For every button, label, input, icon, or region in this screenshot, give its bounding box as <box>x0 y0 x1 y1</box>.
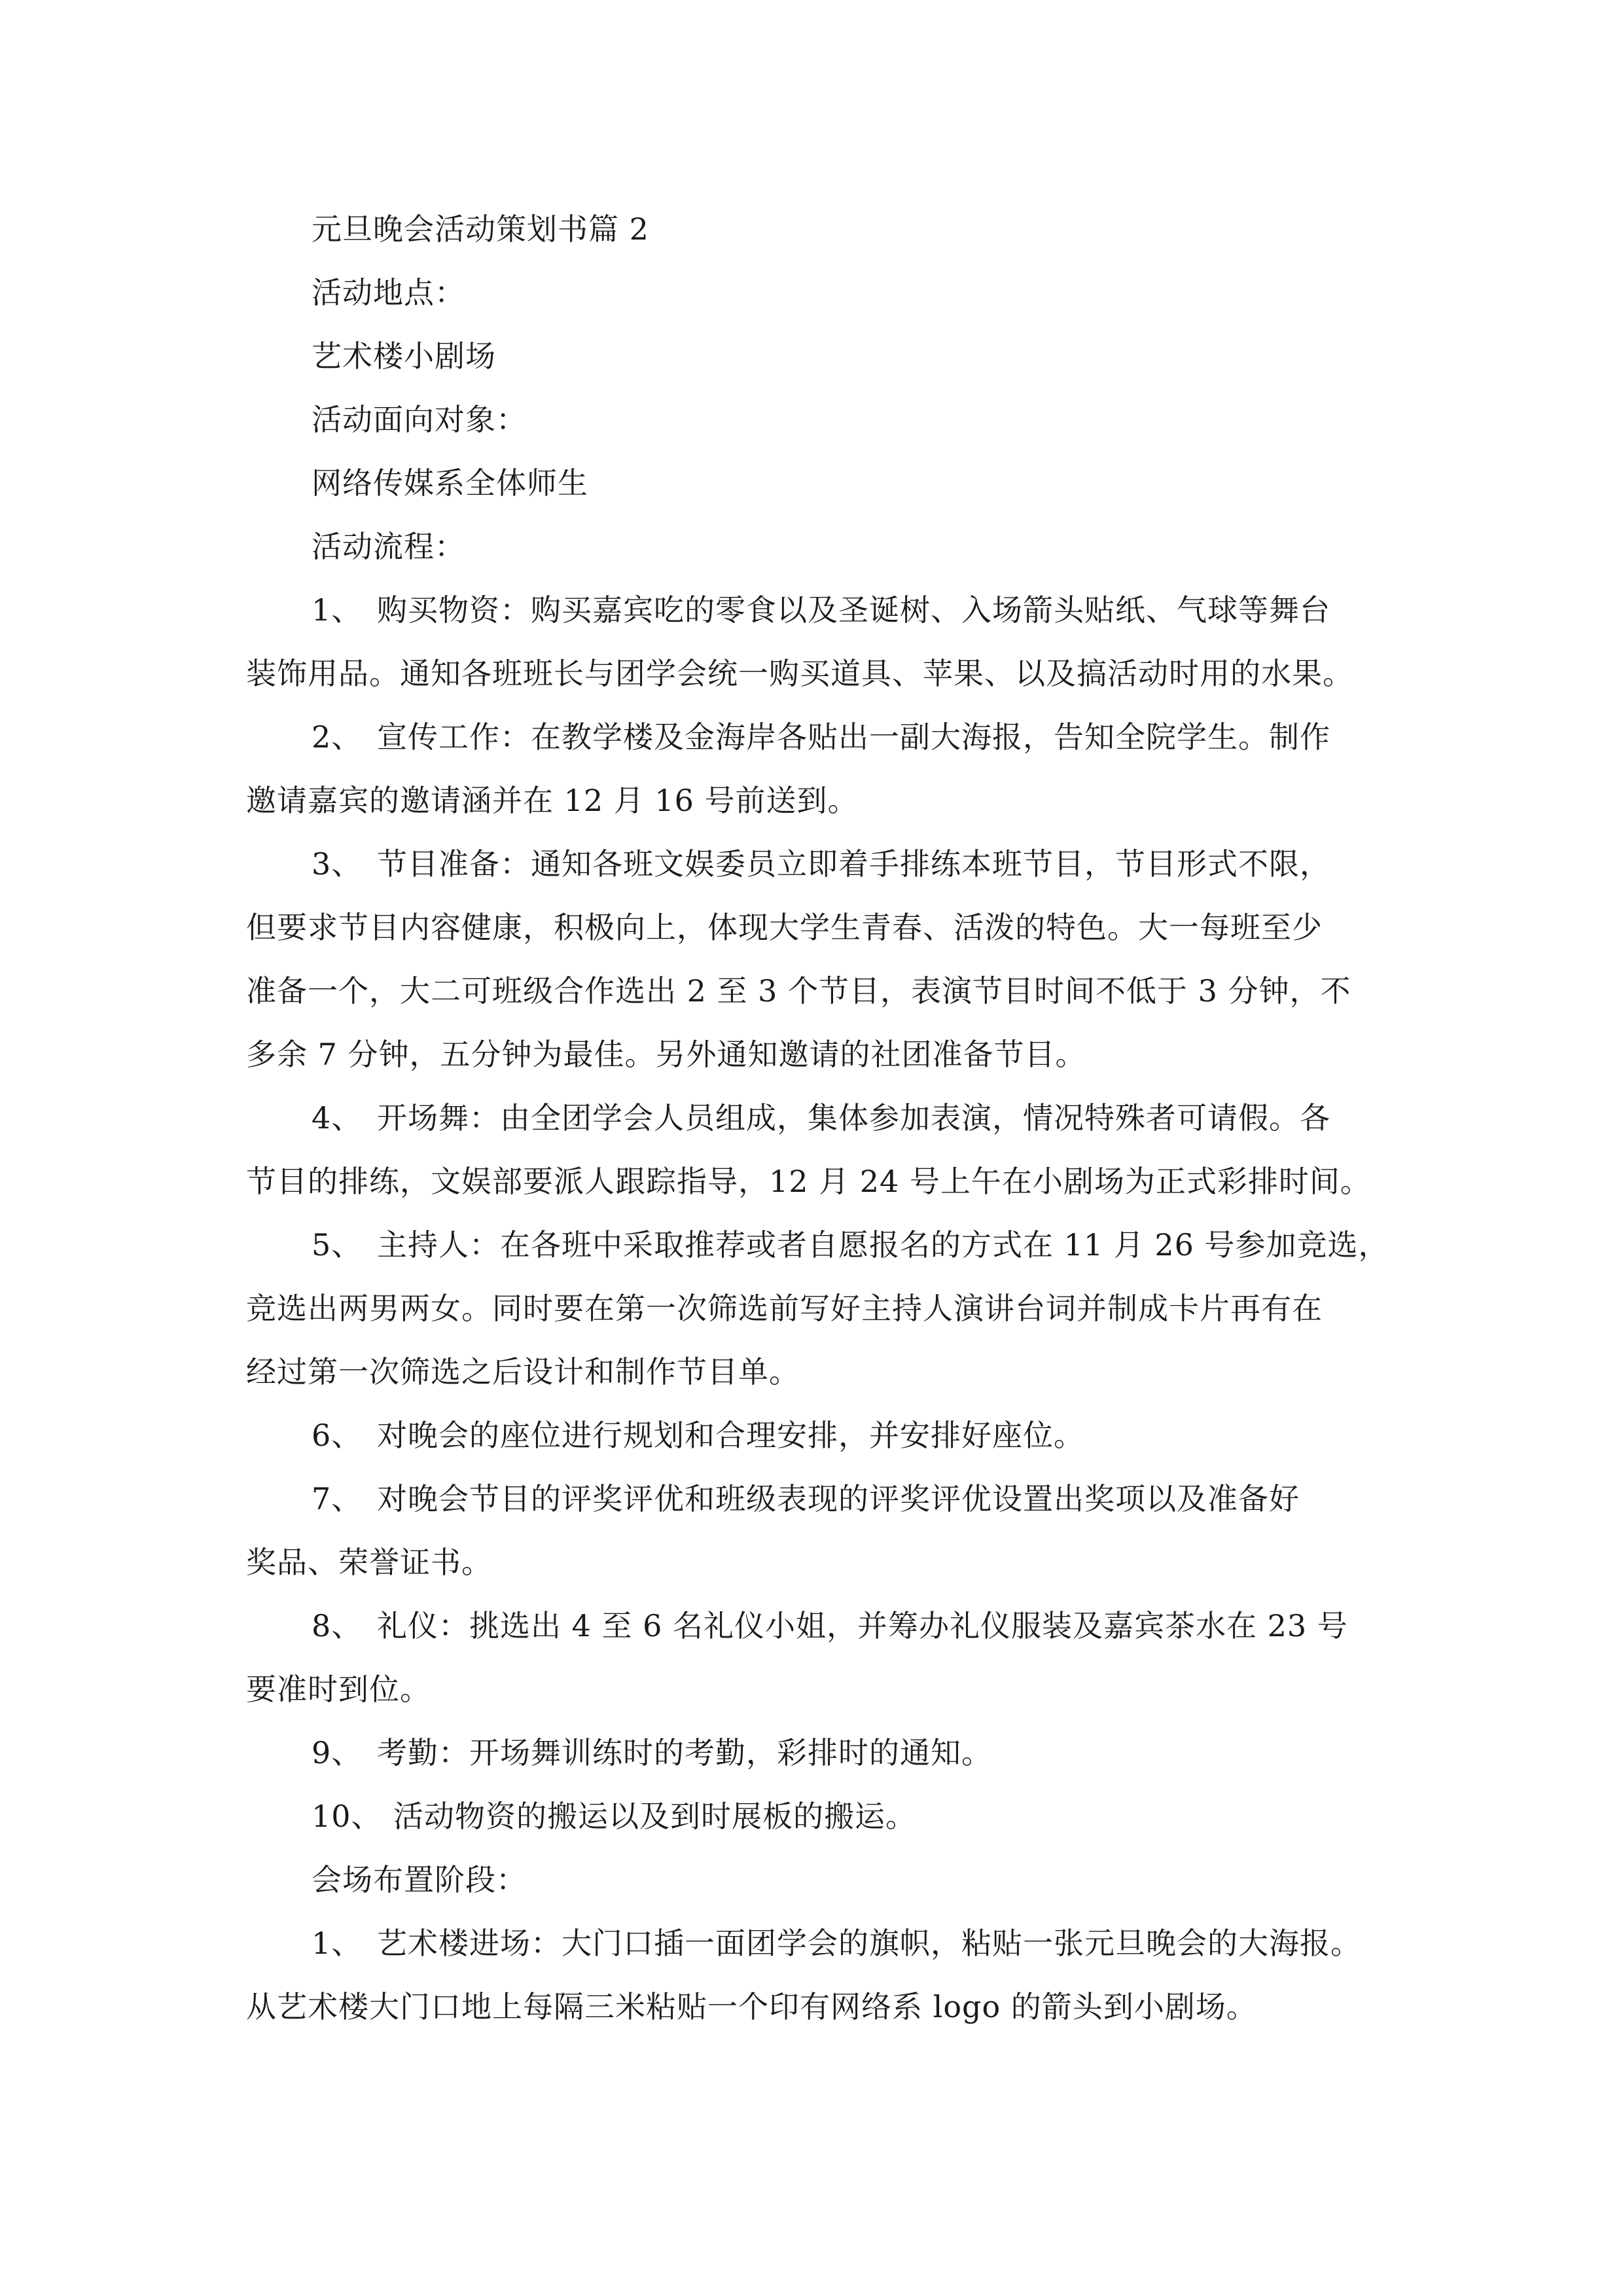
item-text: 主持人：在各班中采取推荐或者自愿报名的方式在 11 月 26 号参加竞选， <box>377 1227 1389 1263</box>
item-number: 10、 <box>312 1799 382 1834</box>
item-number: 6、 <box>312 1418 363 1453</box>
item-text: 宣传工作：在教学楼及金海岸各贴出一副大海报，告知全院学生。制作 <box>377 719 1330 755</box>
item-text: 准备一个，大二可班级合作选出 2 至 3 个节目，表演节目时间不低于 3 分钟，不 <box>246 973 1351 1009</box>
process-item <box>246 1404 1385 1467</box>
item-text: 奖品、荣誉证书。 <box>246 1545 492 1580</box>
item-text: 多余 7 分钟，五分钟为最佳。另外通知邀请的社团准备节目。 <box>246 1037 1086 1072</box>
item-text: 节目准备：通知各班文娱委员立即着手排练本班节目，节目形式不限， <box>377 846 1330 882</box>
item-text: 礼仪：挑选出 4 至 6 名礼仪小姐，并筹办礼仪服装及嘉宾茶水在 23 号 <box>377 1608 1348 1643</box>
process-item <box>246 1467 1385 1594</box>
item-text: 节目的排练，文娱部要派人跟踪指导，12 月 24 号上午在小剧场为正式彩排时间。 <box>246 1164 1371 1199</box>
item-number: 5、 <box>312 1227 363 1263</box>
location-label: 活动地点： <box>312 275 465 310</box>
audience-value: 网络传媒系全体师生 <box>312 465 588 501</box>
document-title: 元旦晚会活动策划书篇 2 <box>312 211 649 247</box>
item-text: 但要求节目内容健康，积极向上，体现大学生青春、活泼的特色。大一每班至少 <box>246 910 1323 945</box>
process-item <box>246 1785 1385 1848</box>
item-text: 对晚会的座位进行规划和合理安排，并安排好座位。 <box>377 1418 1084 1453</box>
process-item <box>246 833 1385 1086</box>
item-number: 7、 <box>312 1481 363 1516</box>
item-number: 1、 <box>312 1926 363 1961</box>
item-text: 竞选出两男两女。同时要在第一次筛选前写好主持人演讲台词并制成卡片再有在 <box>246 1291 1323 1326</box>
process-label: 活动流程： <box>312 529 465 564</box>
item-text: 装饰用品。通知各班班长与团学会统一购买道具、苹果、以及搞活动时用的水果。 <box>246 656 1353 691</box>
item-number: 8、 <box>312 1608 363 1643</box>
item-number: 4、 <box>312 1100 363 1136</box>
item-text: 经过第一次筛选之后设计和制作节目单。 <box>246 1354 800 1390</box>
location-value: 艺术楼小剧场 <box>312 338 496 374</box>
process-item <box>246 1213 1389 1404</box>
item-text: 从艺术楼大门口地上每隔三米粘贴一个印有网络系 logo 的箭头到小剧场。 <box>246 1989 1257 2024</box>
item-number: 3、 <box>312 846 363 882</box>
item-text: 艺术楼进场：大门口插一面团学会的旗帜，粘贴一张元旦晚会的大海报。 <box>377 1926 1361 1961</box>
item-number: 2、 <box>312 719 363 755</box>
item-text: 开场舞：由全团学会人员组成，集体参加表演，情况特殊者可请假。各 <box>377 1100 1330 1136</box>
item-text: 购买物资：购买嘉宾吃的零食以及圣诞树、入场箭头贴纸、气球等舞台 <box>377 592 1330 628</box>
process-item <box>246 706 1385 833</box>
item-text: 考勤：开场舞训练时的考勤，彩排时的通知。 <box>377 1735 992 1770</box>
process-item <box>246 1086 1385 1213</box>
item-number: 9、 <box>312 1735 363 1770</box>
item-text: 对晚会节目的评奖评优和班级表现的评奖评优设置出奖项以及准备好 <box>377 1481 1300 1516</box>
item-text: 要准时到位。 <box>246 1672 431 1707</box>
process-item <box>246 1594 1385 1721</box>
venue-label: 会场布置阶段： <box>312 1862 527 1897</box>
item-text: 活动物资的搬运以及到时展板的搬运。 <box>393 1799 916 1834</box>
document-body <box>246 198 1389 2039</box>
venue-item <box>246 1912 1385 2039</box>
item-text: 邀请嘉宾的邀请涵并在 12 月 16 号前送到。 <box>246 783 859 818</box>
item-number: 1、 <box>312 592 363 628</box>
process-item <box>246 579 1385 706</box>
audience-label: 活动面向对象： <box>312 402 527 437</box>
process-item <box>246 1721 1385 1785</box>
